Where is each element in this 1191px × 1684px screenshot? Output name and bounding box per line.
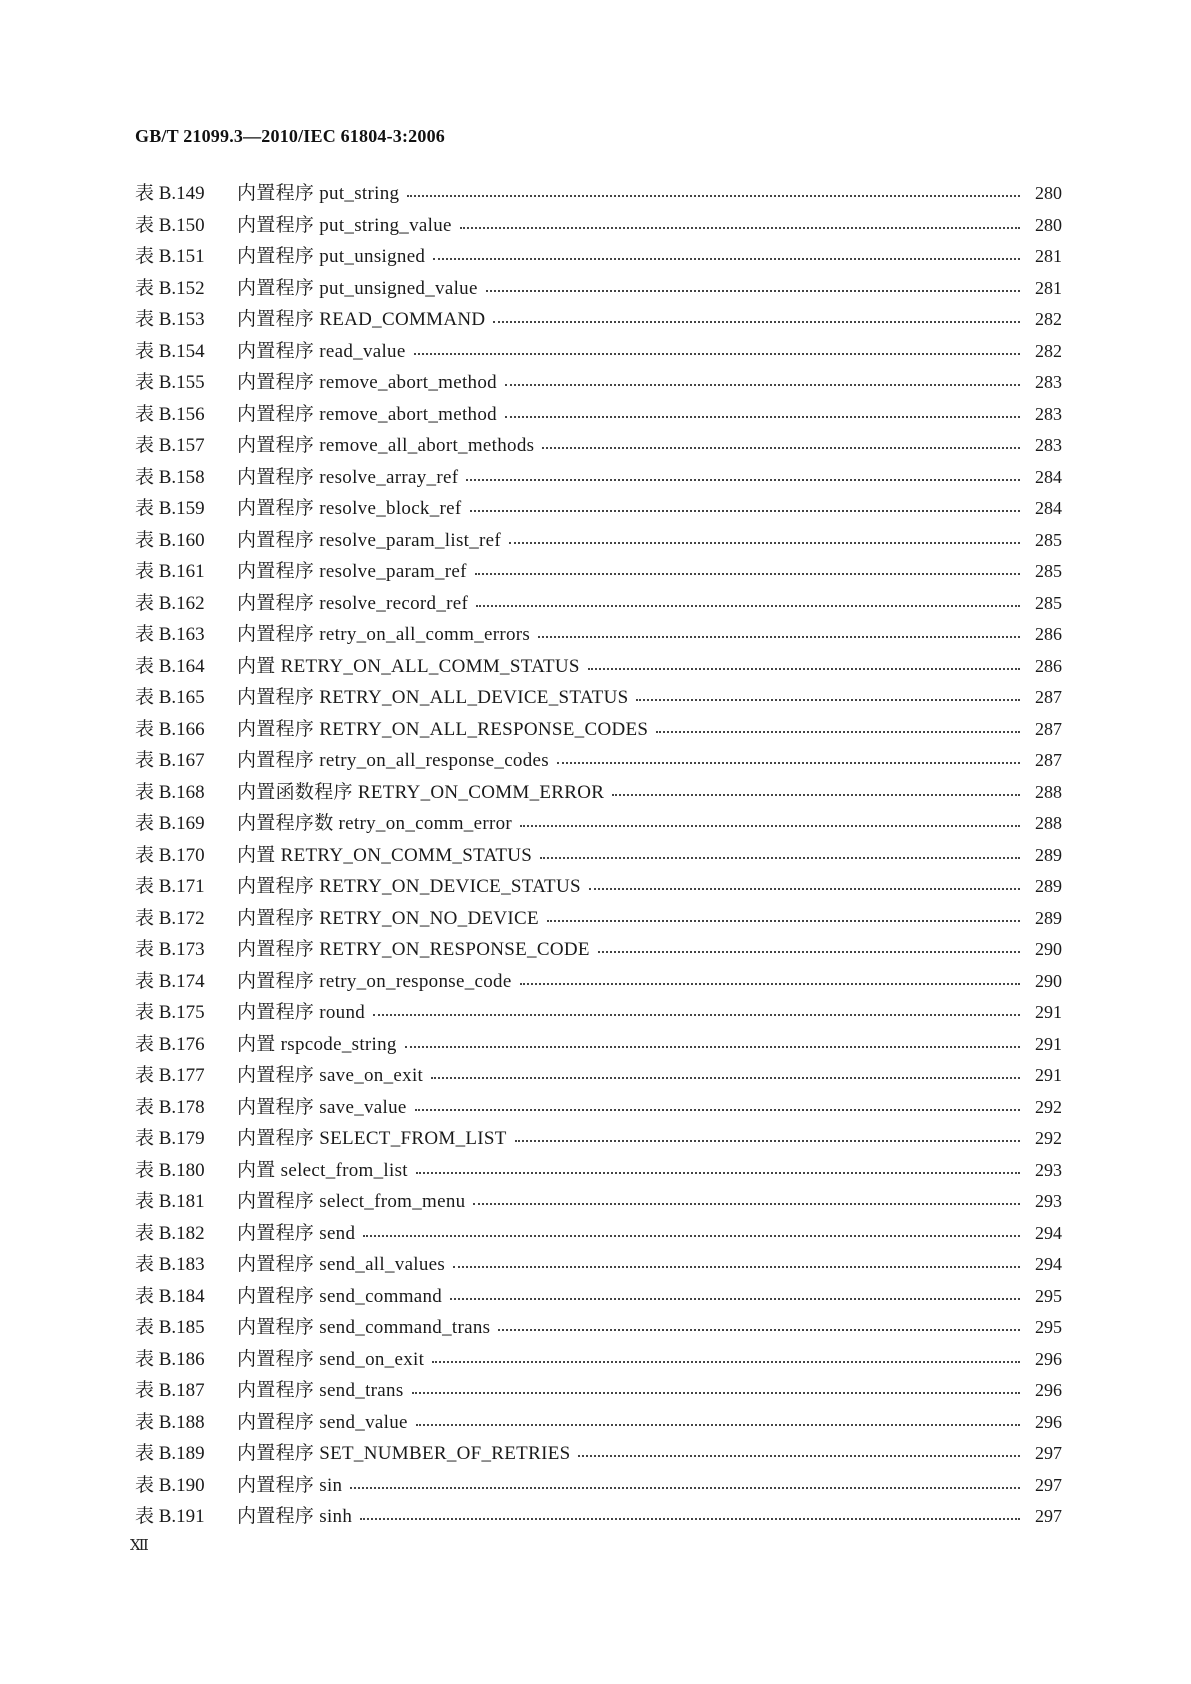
toc-entry-number: 表 B.184 [135, 1285, 205, 1307]
toc-entry[interactable] [135, 1281, 1062, 1313]
toc-dot-leader [373, 997, 1026, 1029]
toc-dot-leader [450, 1281, 1026, 1313]
toc-entry-page: 288 [1035, 781, 1062, 802]
toc-dot-leader [360, 1501, 1026, 1533]
toc-dot-leader [453, 1249, 1026, 1281]
toc-entry[interactable] [135, 682, 1062, 714]
toc-entry-page: 280 [1035, 183, 1062, 203]
toc-entry[interactable] [135, 745, 1062, 777]
toc-entry-page: 297 [1035, 1443, 1062, 1463]
toc-dot-leader [363, 1218, 1026, 1250]
toc-entry-page: 289 [1035, 907, 1062, 928]
toc-entry-page: 283 [1035, 403, 1062, 424]
toc-entry-number: 表 B.183 [135, 1254, 205, 1275]
toc-dot-leader [542, 430, 1026, 462]
toc-dot-leader [460, 210, 1026, 242]
toc-entry-number: 表 B.163 [135, 624, 205, 645]
toc-entry-page: 284 [1035, 498, 1062, 518]
toc-dot-leader [588, 651, 1026, 683]
toc-entry-page: 293 [1035, 1159, 1062, 1180]
toc-entry[interactable] [135, 1186, 1062, 1218]
toc-dot-leader [538, 619, 1026, 651]
toc-entry-number: 表 B.157 [135, 435, 205, 456]
toc-entry-title: 内置程序 resolve_block_ref [237, 498, 462, 519]
toc-entry-page: 291 [1035, 1065, 1062, 1085]
toc-entry-number: 表 B.189 [135, 1443, 205, 1464]
toc-entry-page: 291 [1035, 1002, 1062, 1022]
toc-entry-page: 290 [1035, 939, 1062, 959]
toc-entry-number: 表 B.178 [135, 1096, 205, 1118]
toc-entry-number: 表 B.187 [135, 1380, 205, 1401]
toc-entry-page: 296 [1035, 1411, 1062, 1432]
toc-dot-leader [431, 1060, 1026, 1092]
document-header: GB/T 21099.3—2010/IEC 61804-3:2006 [135, 126, 445, 146]
toc-dot-leader [433, 241, 1026, 273]
toc-entry-page: 288 [1035, 813, 1062, 833]
toc-entry[interactable] [135, 903, 1062, 935]
toc-entry-title: 内置程序 remove_abort_method [237, 403, 497, 425]
toc-entry-number: 表 B.186 [135, 1348, 205, 1370]
toc-entry-title: 内置程序 resolve_param_ref [237, 561, 467, 582]
toc-dot-leader [505, 399, 1026, 431]
toc-dot-leader [589, 871, 1026, 903]
toc-entry-number: 表 B.180 [135, 1159, 205, 1181]
toc-dot-leader [612, 777, 1026, 809]
toc-entry[interactable] [135, 336, 1062, 368]
toc-entry-number: 表 B.190 [135, 1474, 205, 1496]
toc-entry-page: 292 [1035, 1096, 1062, 1117]
toc-entry-page: 293 [1035, 1191, 1062, 1211]
toc-entry-number: 表 B.156 [135, 403, 205, 425]
toc-entry[interactable] [135, 367, 1062, 399]
toc-entry-page: 282 [1035, 309, 1062, 329]
toc-dot-leader [407, 178, 1026, 210]
toc-entry-number: 表 B.170 [135, 844, 205, 866]
toc-entry-page: 289 [1035, 844, 1062, 865]
toc-entry-title: 内置程序 round [237, 1002, 366, 1023]
toc-entry[interactable] [135, 588, 1062, 620]
toc-entry-number: 表 B.188 [135, 1411, 205, 1433]
toc-entry[interactable] [135, 1218, 1062, 1250]
toc-entry-title: 内置程序 remove_all_abort_methods [237, 435, 535, 456]
toc-entry-page: 289 [1035, 876, 1062, 896]
toc-entry[interactable] [135, 1123, 1062, 1155]
toc-dot-leader [520, 966, 1026, 998]
toc-entry-title: 内置程序 send_trans [237, 1380, 404, 1401]
toc-dot-leader [540, 840, 1026, 872]
toc-entry-number: 表 B.167 [135, 750, 205, 771]
toc-entry-number: 表 B.168 [135, 781, 205, 803]
toc-entry-number: 表 B.172 [135, 907, 205, 929]
toc-dot-leader [515, 1123, 1026, 1155]
toc-entry-title: 内置程序 retry_on_response_code [237, 970, 512, 992]
toc-dot-leader [598, 934, 1026, 966]
toc-entry-number: 表 B.152 [135, 277, 205, 299]
toc-entry-number: 表 B.160 [135, 529, 205, 551]
toc-dot-leader [416, 1407, 1026, 1439]
toc-entry-title: 内置程序 resolve_array_ref [237, 466, 459, 488]
toc-dot-leader [405, 1029, 1026, 1061]
toc-entry-title: 内置程序 retry_on_all_response_codes [237, 750, 549, 771]
toc-dot-leader [412, 1375, 1026, 1407]
toc-dot-leader [493, 304, 1026, 336]
table-of-contents [135, 178, 1062, 1533]
toc-entry-page: 287 [1035, 750, 1062, 770]
toc-dot-leader [578, 1438, 1026, 1470]
toc-entry-title: 内置程序 SET_NUMBER_OF_RETRIES [237, 1443, 571, 1464]
toc-entry-number: 表 B.179 [135, 1128, 205, 1149]
toc-entry[interactable] [135, 493, 1062, 525]
toc-entry[interactable] [135, 619, 1062, 651]
toc-dot-leader [505, 367, 1026, 399]
toc-entry-title: 内置程序 save_on_exit [237, 1065, 424, 1086]
toc-entry[interactable] [135, 1029, 1062, 1061]
toc-entry-number: 表 B.185 [135, 1317, 205, 1338]
toc-entry-number: 表 B.169 [135, 813, 205, 834]
toc-entry-number: 表 B.159 [135, 498, 205, 519]
toc-entry-page: 285 [1035, 529, 1062, 550]
toc-entry[interactable] [135, 1060, 1062, 1092]
toc-entry-page: 285 [1035, 561, 1062, 581]
toc-dot-leader [416, 1155, 1026, 1187]
toc-entry-title: 内置程序 RETRY_ON_ALL_RESPONSE_CODES [237, 718, 649, 740]
toc-entry[interactable] [135, 1249, 1062, 1281]
toc-entry-title: 内置程序 read_value [237, 340, 406, 362]
toc-entry-page: 297 [1035, 1474, 1062, 1495]
toc-dot-leader [636, 682, 1026, 714]
toc-entry-number: 表 B.153 [135, 309, 205, 330]
toc-dot-leader [486, 273, 1026, 305]
toc-entry-title: 内置 RETRY_ON_COMM_STATUS [237, 844, 533, 866]
toc-entry[interactable] [135, 651, 1062, 683]
toc-entry-title: 内置程序 READ_COMMAND [237, 309, 486, 330]
toc-entry-number: 表 B.181 [135, 1191, 205, 1212]
toc-dot-leader [656, 714, 1026, 746]
toc-entry[interactable] [135, 1407, 1062, 1439]
toc-entry[interactable] [135, 1501, 1062, 1533]
toc-dot-leader [557, 745, 1026, 777]
toc-entry-title: 内置程序 send_command [237, 1285, 443, 1307]
toc-entry-page: 280 [1035, 214, 1062, 235]
toc-entry-title: 内置程序 send_on_exit [237, 1348, 425, 1370]
toc-entry-page: 287 [1035, 687, 1062, 707]
toc-dot-leader [475, 556, 1026, 588]
toc-dot-leader [520, 808, 1026, 840]
toc-entry[interactable] [135, 966, 1062, 998]
toc-entry[interactable] [135, 1155, 1062, 1187]
toc-dot-leader [498, 1312, 1026, 1344]
toc-entry-page: 287 [1035, 718, 1062, 739]
toc-entry-title: 内置程序 save_value [237, 1096, 407, 1118]
toc-entry-title: 内置程序 sin [237, 1474, 343, 1496]
toc-entry-title: 内置程序 send_value [237, 1411, 408, 1433]
toc-entry[interactable] [135, 997, 1062, 1029]
toc-entry-number: 表 B.149 [135, 183, 205, 204]
toc-entry[interactable] [135, 241, 1062, 273]
toc-entry-number: 表 B.155 [135, 372, 205, 393]
toc-dot-leader [473, 1186, 1026, 1218]
toc-entry-number: 表 B.175 [135, 1002, 205, 1023]
toc-entry-title: 内置 rspcode_string [237, 1033, 397, 1055]
toc-entry[interactable] [135, 273, 1062, 305]
toc-dot-leader [414, 336, 1026, 368]
toc-entry-number: 表 B.191 [135, 1506, 205, 1527]
toc-dot-leader [476, 588, 1026, 620]
toc-entry[interactable] [135, 399, 1062, 431]
toc-entry-number: 表 B.165 [135, 687, 205, 708]
toc-entry-page: 295 [1035, 1317, 1062, 1337]
toc-entry[interactable] [135, 934, 1062, 966]
toc-dot-leader [415, 1092, 1026, 1124]
toc-entry-page: 285 [1035, 592, 1062, 613]
toc-entry-title: 内置 RETRY_ON_ALL_COMM_STATUS [237, 655, 580, 677]
toc-entry-number: 表 B.154 [135, 340, 205, 362]
toc-entry-title: 内置程序 send [237, 1222, 356, 1244]
toc-entry-title: 内置程序 put_string [237, 183, 400, 204]
toc-entry-page: 282 [1035, 340, 1062, 361]
toc-entry-page: 286 [1035, 655, 1062, 676]
toc-dot-leader [466, 462, 1026, 494]
toc-entry-page: 292 [1035, 1128, 1062, 1148]
toc-entry-page: 291 [1035, 1033, 1062, 1054]
page-number: Ⅻ [130, 1538, 149, 1554]
toc-entry-page: 296 [1035, 1348, 1062, 1369]
toc-dot-leader [509, 525, 1026, 557]
toc-entry-title: 内置程序 remove_abort_method [237, 372, 497, 393]
toc-entry-title: 内置程序 RETRY_ON_DEVICE_STATUS [237, 876, 581, 897]
toc-dot-leader [350, 1470, 1026, 1502]
toc-entry-title: 内置程序 put_unsigned_value [237, 277, 478, 299]
toc-entry[interactable] [135, 777, 1062, 809]
toc-entry-title: 内置程序 sinh [237, 1506, 353, 1527]
toc-entry[interactable] [135, 871, 1062, 903]
toc-entry-title: 内置程序 put_unsigned [237, 246, 426, 267]
toc-entry-number: 表 B.174 [135, 970, 205, 992]
toc-entry[interactable] [135, 1470, 1062, 1502]
toc-entry-title: 内置程序 RETRY_ON_ALL_DEVICE_STATUS [237, 687, 629, 708]
toc-entry-title: 内置程序数 retry_on_comm_error [237, 813, 513, 834]
toc-entry-title: 内置程序 RETRY_ON_NO_DEVICE [237, 907, 539, 929]
toc-entry-title: 内置程序 SELECT_FROM_LIST [237, 1128, 507, 1149]
toc-entry[interactable] [135, 1375, 1062, 1407]
toc-entry[interactable] [135, 525, 1062, 557]
toc-entry-number: 表 B.150 [135, 214, 205, 236]
toc-entry[interactable] [135, 1312, 1062, 1344]
toc-entry-title: 内置程序 send_all_values [237, 1254, 446, 1275]
toc-entry-title: 内置程序 select_from_menu [237, 1191, 466, 1212]
toc-entry-number: 表 B.151 [135, 246, 205, 267]
toc-entry-number: 表 B.161 [135, 561, 205, 582]
toc-entry[interactable] [135, 304, 1062, 336]
toc-entry[interactable] [135, 714, 1062, 746]
toc-entry[interactable] [135, 462, 1062, 494]
toc-entry[interactable] [135, 1438, 1062, 1470]
toc-entry[interactable] [135, 808, 1062, 840]
toc-entry-page: 286 [1035, 624, 1062, 644]
toc-entry-title: 内置程序 put_string_value [237, 214, 452, 236]
toc-entry[interactable] [135, 840, 1062, 872]
toc-entry-page: 284 [1035, 466, 1062, 487]
toc-entry-number: 表 B.166 [135, 718, 205, 740]
toc-entry[interactable] [135, 1092, 1062, 1124]
toc-entry-page: 294 [1035, 1254, 1062, 1274]
toc-entry-title: 内置程序 resolve_record_ref [237, 592, 469, 614]
toc-entry[interactable] [135, 1344, 1062, 1376]
toc-entry-title: 内置程序 RETRY_ON_RESPONSE_CODE [237, 939, 590, 960]
toc-entry-title: 内置程序 send_command_trans [237, 1317, 491, 1338]
toc-entry-page: 297 [1035, 1506, 1062, 1526]
toc-entry-page: 296 [1035, 1380, 1062, 1400]
toc-entry-number: 表 B.162 [135, 592, 205, 614]
toc-entry-title: 内置程序 retry_on_all_comm_errors [237, 624, 531, 645]
toc-entry-title: 内置函数程序 RETRY_ON_COMM_ERROR [237, 781, 605, 803]
toc-entry-page: 283 [1035, 372, 1062, 392]
toc-entry-number: 表 B.158 [135, 466, 205, 488]
toc-entry-number: 表 B.164 [135, 655, 205, 677]
toc-entry-number: 表 B.176 [135, 1033, 205, 1055]
toc-entry-page: 294 [1035, 1222, 1062, 1243]
toc-entry-page: 290 [1035, 970, 1062, 991]
toc-entry-number: 表 B.177 [135, 1065, 205, 1086]
toc-entry-page: 283 [1035, 435, 1062, 455]
toc-dot-leader [470, 493, 1026, 525]
toc-entry-page: 281 [1035, 246, 1062, 266]
toc-entry-page: 281 [1035, 277, 1062, 298]
toc-entry-number: 表 B.182 [135, 1222, 205, 1244]
toc-entry[interactable] [135, 178, 1062, 210]
toc-dot-leader [432, 1344, 1026, 1376]
toc-entry[interactable] [135, 210, 1062, 242]
toc-entry-number: 表 B.171 [135, 876, 205, 897]
toc-entry-number: 表 B.173 [135, 939, 205, 960]
toc-entry[interactable] [135, 430, 1062, 462]
toc-entry[interactable] [135, 556, 1062, 588]
toc-dot-leader [547, 903, 1026, 935]
toc-entry-page: 295 [1035, 1285, 1062, 1306]
toc-entry-title: 内置程序 resolve_param_list_ref [237, 529, 502, 551]
toc-entry-title: 内置 select_from_list [237, 1159, 408, 1181]
